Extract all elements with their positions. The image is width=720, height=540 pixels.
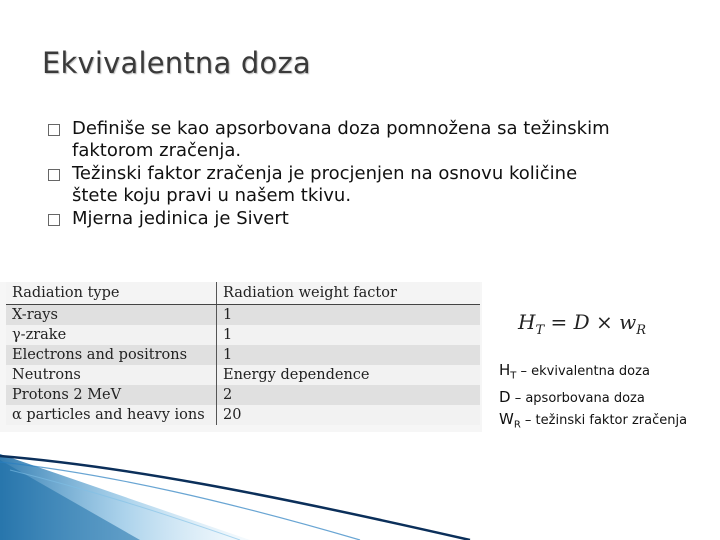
slide-title: Ekvivalentna doza	[42, 46, 311, 80]
legend-subscript: T	[510, 370, 517, 382]
legend-symbol: W	[499, 409, 514, 428]
radiation-type-cell: X-rays	[6, 305, 217, 326]
radiation-weight-table	[6, 282, 480, 425]
radiation-type-cell: Protons 2 MeV	[6, 385, 217, 405]
weight-factor-cell: Energy dependence	[217, 365, 481, 385]
bullet-list	[48, 118, 688, 231]
equivalent-dose-formula	[518, 310, 646, 338]
checkbox-bullet-icon	[48, 214, 60, 226]
legend-text: – težinski faktor zračenja	[520, 412, 688, 428]
radiation-type-cell: Electrons and positrons	[6, 345, 217, 365]
table-row	[6, 305, 480, 326]
weight-factor-cell: 2	[217, 385, 481, 405]
bullet-item	[48, 163, 688, 207]
decorative-wave-graphic	[0, 440, 720, 540]
radiation-type-cell: α particles and heavy ions	[6, 405, 217, 425]
weight-factor-cell: 1	[217, 345, 481, 365]
table-header-row	[6, 282, 480, 305]
formula-lhs: H	[518, 310, 536, 334]
bullet-item	[48, 118, 688, 162]
column-header-weight-factor: Radiation weight factor	[217, 282, 481, 305]
legend-symbol: H	[499, 361, 511, 379]
checkbox-bullet-icon	[48, 124, 60, 136]
legend-line	[499, 360, 687, 387]
radiation-table-panel	[0, 282, 482, 432]
formula-lhs-subscript: T	[535, 323, 545, 338]
bullet-text-line: Težinski faktor zračenja je procjenjen na osnovu količine	[72, 163, 578, 184]
bullet-item	[48, 208, 688, 230]
legend-line	[499, 409, 687, 436]
table-row	[6, 405, 480, 425]
weight-factor-cell: 20	[217, 405, 481, 425]
weight-factor-cell: 1	[217, 325, 481, 345]
legend-line	[499, 387, 687, 409]
legend-symbol: D	[499, 387, 511, 406]
checkbox-bullet-icon	[48, 169, 60, 181]
radiation-type-cell: γ-zrake	[6, 325, 217, 345]
formula-rhs-subscript: R	[636, 323, 647, 338]
table-row	[6, 345, 480, 365]
bullet-text-line: štete koju pravi u našem tkivu.	[72, 185, 352, 206]
table-row	[6, 365, 480, 385]
table-row	[6, 325, 480, 345]
legend-text: – ekvivalentna doza	[516, 364, 650, 379]
formula-legend	[499, 360, 687, 435]
bullet-text-line: Definiše se kao apsorbovana doza pomnožena sa težinskim	[72, 118, 610, 139]
weight-factor-cell: 1	[217, 305, 481, 326]
bullet-text-line: faktorom zračenja.	[72, 140, 242, 161]
table-row	[6, 385, 480, 405]
radiation-type-cell: Neutrons	[6, 365, 217, 385]
legend-subscript: R	[513, 419, 521, 431]
bullet-text-line: Mjerna jedinica je Sivert	[72, 208, 289, 229]
formula-rhs: = D × w	[544, 310, 637, 334]
legend-text: – apsorbovana doza	[510, 390, 645, 406]
column-header-radiation-type: Radiation type	[6, 282, 217, 305]
